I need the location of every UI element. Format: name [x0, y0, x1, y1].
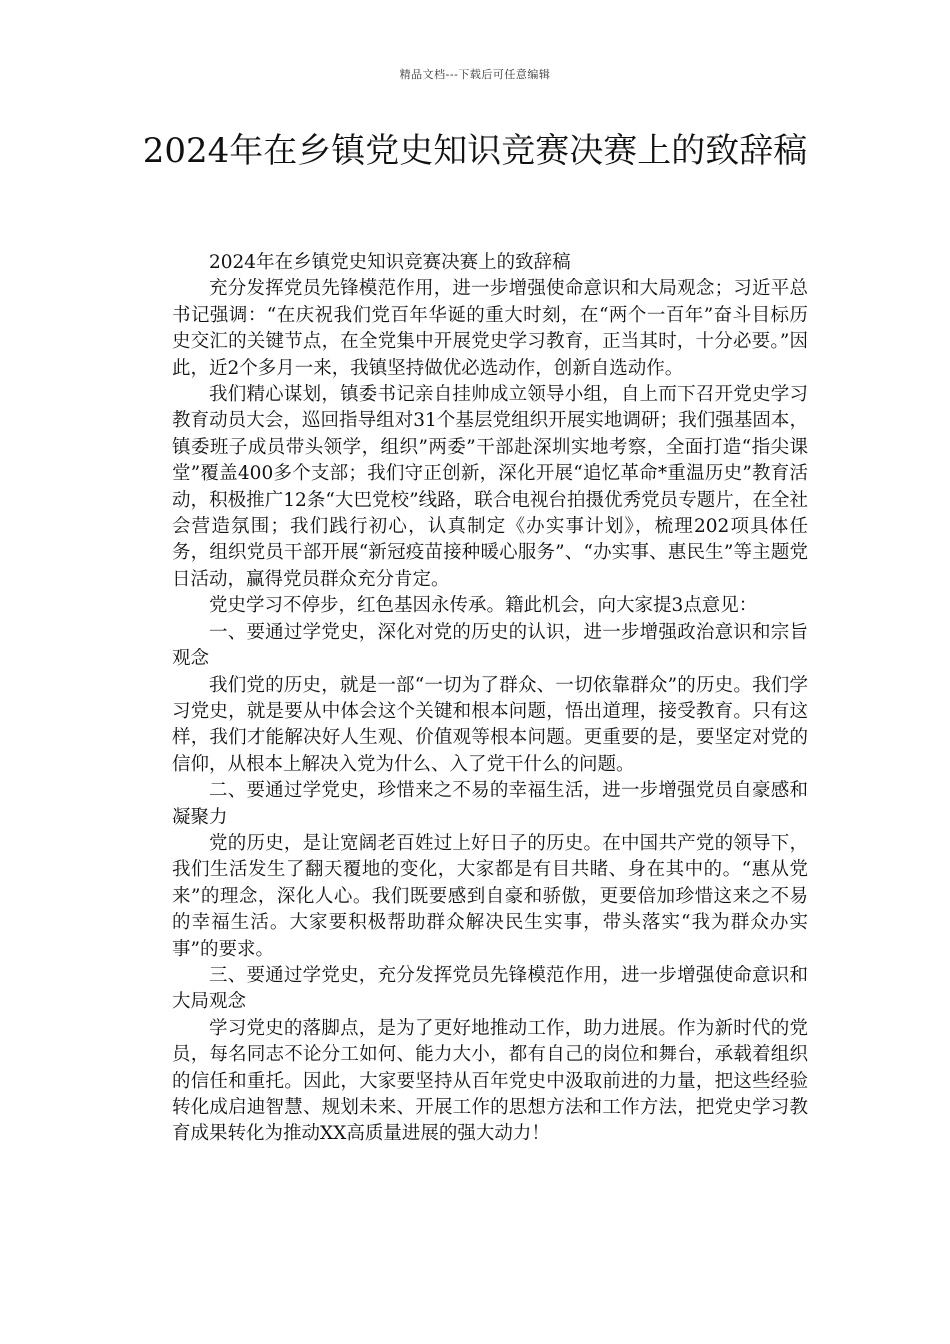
- document-body: [172, 250, 808, 1148]
- paragraph-work-summary: 我们精心谋划，镇委书记亲自挂帅成立领导小组，自上而下召开党史学习教育动员大会，巡回指导组对31个基层党组织开展实地调研；我们强基固本，镇委班子成员带头领学，组织”两委”干部赴深圳实地考察，全面打造“指尖课堂”覆盖400多个支部；我们守正创新，深化开展“追忆革命*重温历史”教育活动，积极推广12条“大巴党校”线路，联合电视台拍摄优秀党员专题片，在全社会营造氛围；我们践行初心，认真制定《办实事计划》，梳理202项具体任务，组织党员干部开展“新冠疫苗接种暖心服务”、“办实事、惠民生”等主题党日活动，赢得党员群众充分肯定。: [172, 384, 808, 590]
- header-note: 精品文档---下载后可任意编辑: [399, 68, 551, 81]
- point-heading-2: 二、要通过学党史，珍惜来之不易的幸福生活，进一步增强党员自豪感和凝聚力: [172, 780, 808, 828]
- paragraph-subtitle: 2024年在乡镇党史知识竞赛决赛上的致辞稿: [209, 252, 571, 273]
- document-title: 2024年在乡镇党史知识竞赛决赛上的致辞稿: [142, 131, 808, 171]
- point-body-1: 我们党的历史，就是一部“一切为了群众、一切依靠群众”的历史。我们学习党史，就是要从中体会这个关键和根本问题，悟出道理，接受教育。只有这样，我们才能解决好人生观、价值观等根本问题。更重要的是，要坚定对党的信仰，从根本上解决入党为什么、入了党干什么的问题。: [172, 674, 808, 775]
- paragraph-transition: 党史学习不停步，红色基因永传承。籍此机会，向大家提3点意见：: [209, 595, 758, 617]
- point-body-3: 学习党史的落脚点，是为了更好地推动工作，助力进展。作为新时代的党员，每名同志不论分工如何、能力大小，都有自己的岗位和舞台，承载着组织的信任和重托。因此，大家要坚持从百年党史中汲取前进的力量，把这些经验转化成启迪智慧、规划未来、开展工作的思想方法和工作方法，把党史学习教育成果转化为推动XX高质量进展的强大动力！: [172, 1017, 808, 1145]
- point-heading-3: 三、要通过学党史，充分发挥党员先锋模范作用，进一步增强使命意识和大局观念: [172, 964, 808, 1013]
- point-body-2: 党的历史，是让宽阔老百姓过上好日子的历史。在中国共产党的领导下，我们生活发生了翻天覆地的变化，大家都是有目共睹、身在其中的。“惠从党来”的理念，深化人心。我们既要感到自豪和骄傲，更要倍加珍惜这来之不易的幸福生活。大家要积极帮助群众解决民生实事，带头落实“我为群众办实事”的要求。: [172, 832, 808, 960]
- point-heading-1: 一、要通过学党史，深化对党的历史的认识，进一步增强政治意识和宗旨观念: [172, 621, 808, 670]
- paragraph-intro: 充分发挥党员先锋模范作用，进一步增强使命意识和大局观念；习近平总书记强调：“在庆祝我们党百年华诞的重大时刻，在“两个一百年”奋斗目标历史交汇的关键节点，在全党集中开展党史学习教育，正当其时，十分必要。”因此，近2个多月一来，我镇坚持做优必选动作，创新自选动作。: [172, 278, 808, 379]
